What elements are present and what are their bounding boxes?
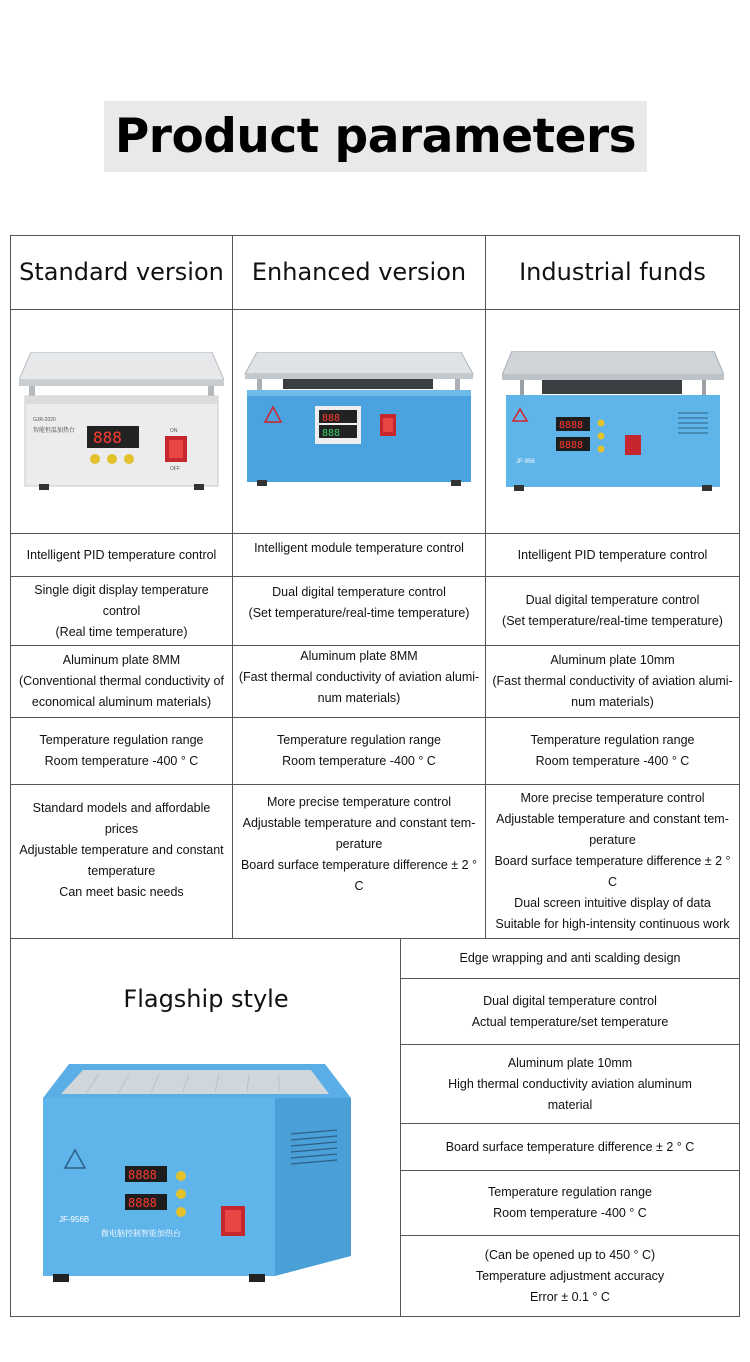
standard-row-2 xyxy=(10,576,233,646)
flagship-heater-image xyxy=(39,1064,359,1294)
standard-off-label: OFF xyxy=(170,465,180,472)
industrial-row-4 xyxy=(485,717,740,785)
industrial-heater-image xyxy=(502,351,724,493)
cell-text: Intelligent PID temperature control xyxy=(517,547,708,562)
enhanced-row-2 xyxy=(232,576,486,646)
standard-on-label: ON xyxy=(170,427,178,434)
cell-text: Dual digital temperature control xyxy=(525,593,700,607)
flagship-feature-1 xyxy=(400,938,740,979)
industrial-model-label: JF-956 xyxy=(515,458,535,465)
cell-text: (Real time temperature) xyxy=(55,624,188,639)
standard-row-1 xyxy=(10,533,233,577)
industrial-row-3 xyxy=(485,645,740,718)
enhanced-row-5 xyxy=(232,784,486,939)
svg-text:888: 888 xyxy=(322,412,341,424)
cell-text: Temperature regulation range xyxy=(530,733,695,747)
cell-text: Aluminum plate 8MM xyxy=(62,653,181,667)
svg-text:智能恒温加热台: 智能恒温加热台 xyxy=(33,427,76,434)
cell-text: Can meet basic needs xyxy=(59,885,184,899)
enhanced-row-1 xyxy=(232,533,486,577)
cell-text: perature xyxy=(589,833,636,847)
cell-text: Temperature regulation range xyxy=(277,733,441,747)
title-banner xyxy=(104,101,647,172)
cell-text: Dual digital temperature control xyxy=(272,585,446,599)
page-title: Product parameters xyxy=(114,109,637,164)
svg-text:8888: 8888 xyxy=(128,1196,157,1210)
cell-text: (Fast thermal conductivity of aviation alumi- xyxy=(238,670,480,684)
column-header-enhanced xyxy=(232,235,486,310)
cell-text: num materials) xyxy=(571,695,654,709)
industrial-device-image-cell xyxy=(485,309,740,534)
cell-text: Edge wrapping and anti scalding design xyxy=(459,951,681,965)
cell-text: Aluminum plate 10mm xyxy=(507,1055,633,1070)
flagship-feature-2 xyxy=(400,978,740,1045)
cell-text: Aluminum plate 10mm xyxy=(550,653,675,667)
cell-text: Room temperature -400 ° C xyxy=(282,754,436,768)
column-header-label: Industrial funds xyxy=(519,258,706,286)
cell-text: Actual temperature/set temperature xyxy=(471,1014,669,1029)
cell-text: Temperature adjustment accuracy xyxy=(475,1268,665,1283)
cell-text: Dual digital temperature control xyxy=(483,993,657,1008)
svg-text:888: 888 xyxy=(322,427,341,439)
cell-text: Room temperature -400 ° C xyxy=(493,1206,647,1220)
enhanced-row-3 xyxy=(232,645,486,718)
standard-led-display: 888 xyxy=(93,427,122,447)
cell-text: Adjustable temperature and constant tem- xyxy=(242,816,476,830)
svg-text:微电脑控制智能加热台: 微电脑控制智能加热台 xyxy=(101,1229,181,1238)
standard-row-5 xyxy=(10,784,233,939)
column-header-industrial xyxy=(485,235,740,310)
flagship-feature-5 xyxy=(400,1170,740,1236)
cell-text: Board surface temperature difference ± 2 ° C xyxy=(240,858,478,893)
cell-text: Adjustable temperature and constant xyxy=(19,843,224,857)
enhanced-device-image-cell xyxy=(232,309,486,534)
flagship-model-label: JF-956B xyxy=(59,1215,90,1224)
cell-text: (Fast thermal conductivity of aviation alumi- xyxy=(492,674,733,688)
cell-text: More precise temperature control xyxy=(520,791,705,805)
svg-text:8888: 8888 xyxy=(128,1168,157,1182)
cell-text: High thermal conductivity aviation aluminum xyxy=(448,1076,692,1091)
cell-text: economical aluminum materials) xyxy=(31,695,212,709)
cell-text: num materials) xyxy=(317,691,401,705)
cell-text: Suitable for high-intensity continuous work xyxy=(495,917,730,931)
cell-text: Board surface temperature difference ± 2 ° C xyxy=(445,1139,695,1154)
column-header-label: Enhanced version xyxy=(251,258,467,286)
cell-text: Intelligent PID temperature control xyxy=(26,547,217,562)
standard-device-image-cell xyxy=(10,309,233,534)
svg-text:8888: 8888 xyxy=(558,439,583,451)
column-header-standard xyxy=(10,235,233,310)
cell-text: Board surface temperature difference ± 2 ° C xyxy=(494,854,731,889)
cell-text: temperature xyxy=(87,864,156,878)
cell-text: More precise temperature control xyxy=(266,795,452,809)
cell-text: Temperature regulation range xyxy=(488,1185,652,1199)
cell-text: Room temperature -400 ° C xyxy=(44,754,199,768)
cell-text: Error ± 0.1 ° C xyxy=(530,1289,610,1304)
cell-text: (Conventional thermal conductivity of xyxy=(19,674,224,688)
cell-text: Dual screen intuitive display of data xyxy=(514,896,711,910)
flagship-feature-6 xyxy=(400,1235,740,1317)
cell-text: Single digit display temperature control xyxy=(34,582,209,618)
column-header-label: Standard version xyxy=(19,258,224,286)
svg-text:8888: 8888 xyxy=(558,419,583,431)
standard-model-label: GJR-2020 xyxy=(33,416,56,423)
cell-text: (Set temperature/real-time temperature) xyxy=(248,606,470,620)
cell-text: Room temperature -400 ° C xyxy=(535,754,690,768)
cell-text: material xyxy=(547,1097,593,1112)
industrial-row-1 xyxy=(485,533,740,577)
industrial-row-5 xyxy=(485,784,740,939)
cell-text: Intelligent module temperature control xyxy=(254,541,464,555)
cell-text: Adjustable temperature and constant tem- xyxy=(496,812,729,826)
flagship-image-cell xyxy=(10,938,401,1317)
cell-text: perature xyxy=(335,837,383,851)
standard-heater-image xyxy=(19,352,224,492)
cell-text: (Set temperature/real-time temperature) xyxy=(502,614,723,628)
enhanced-heater-image xyxy=(243,352,475,492)
cell-text: Aluminum plate 8MM xyxy=(300,649,418,663)
flagship-feature-3 xyxy=(400,1044,740,1124)
cell-text: (Can be opened up to 450 ° C) xyxy=(484,1247,656,1262)
flagship-feature-4 xyxy=(400,1123,740,1171)
cell-text: Temperature regulation range xyxy=(39,733,204,747)
standard-row-3 xyxy=(10,645,233,718)
cell-text: Standard models and affordable prices xyxy=(32,801,211,836)
standard-row-4 xyxy=(10,717,233,785)
enhanced-row-4 xyxy=(232,717,486,785)
industrial-row-2 xyxy=(485,576,740,646)
flagship-title: Flagship style xyxy=(123,985,289,1013)
